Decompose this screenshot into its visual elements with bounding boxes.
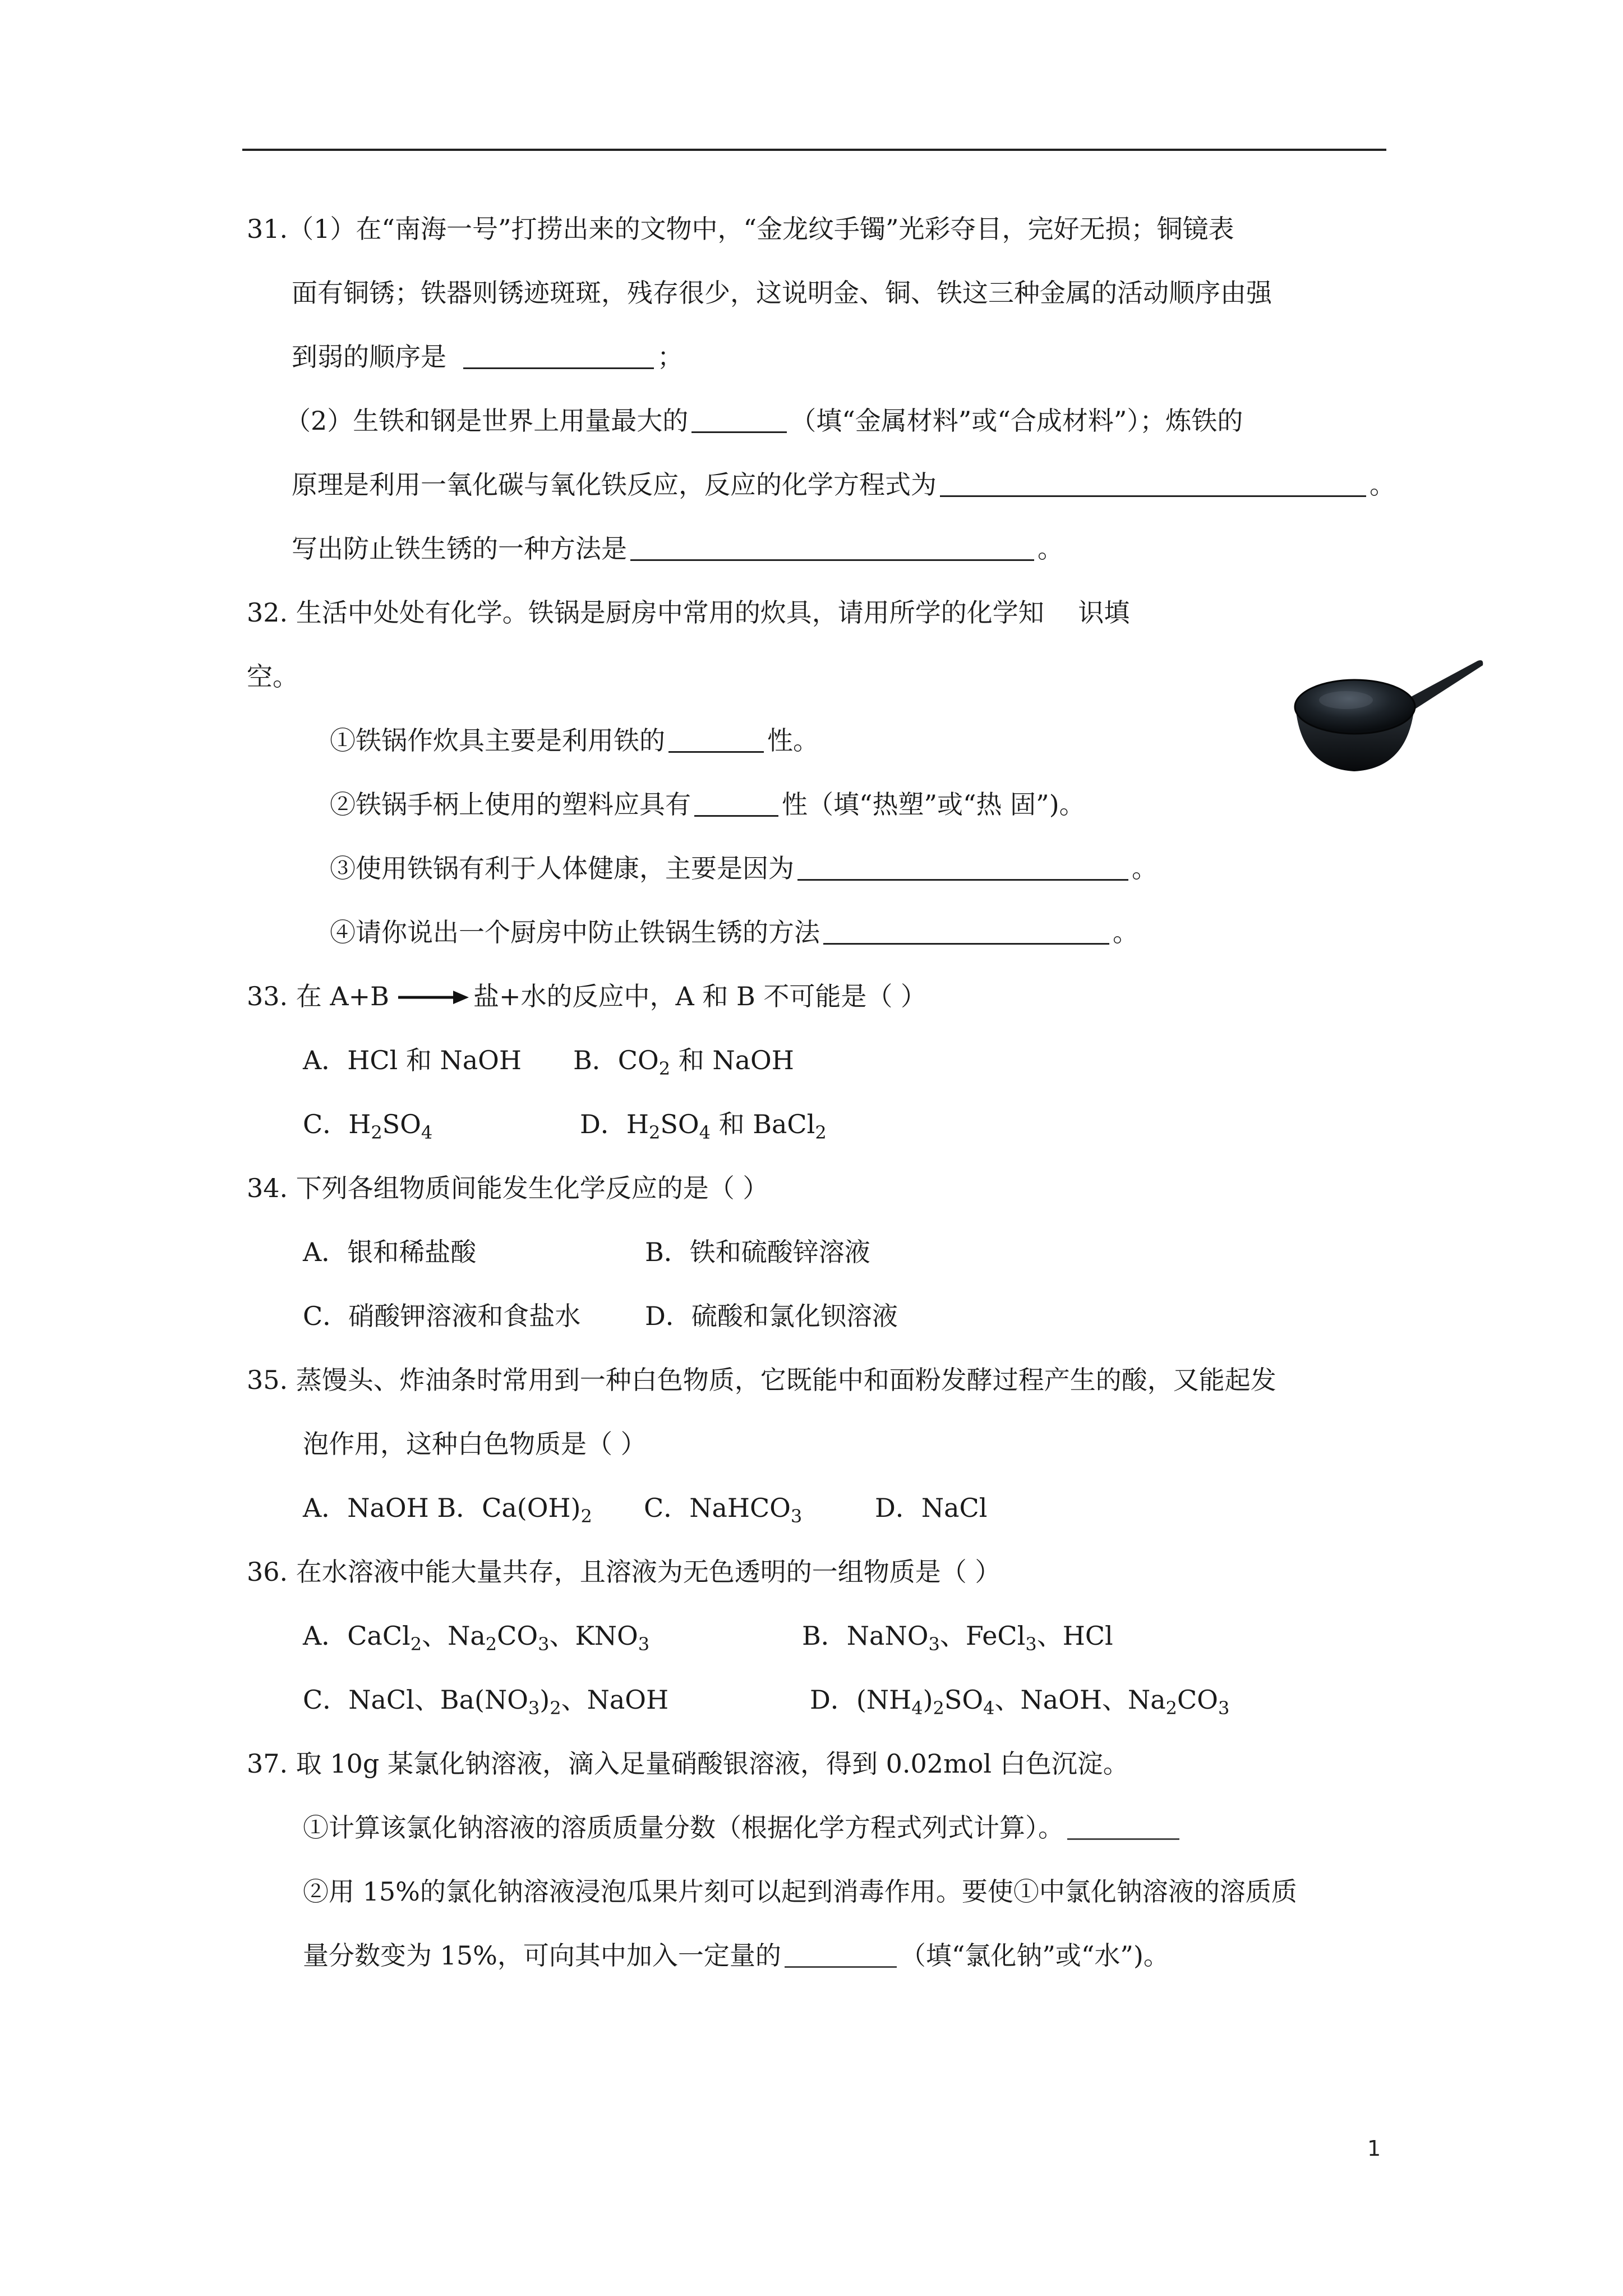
q31-line1: 31.（1）在“南海一号”打捞出来的文物中，“金龙纹手镯”光彩夺目，完好无损；铜镜表	[247, 214, 1234, 244]
answer-blank[interactable]	[823, 918, 1109, 945]
q33-option-a[interactable]: A．HCl 和 NaOH	[303, 1045, 522, 1075]
answer-blank[interactable]	[694, 790, 778, 817]
q37-item2: ②用 15%的氯化钠溶液浸泡瓜果片刻可以起到消毒作用。要使①中氯化钠溶液的溶质质	[303, 1876, 1297, 1907]
q37-item3: 量分数变为 15%，可向其中加入一定量的 （填“氯化钠”或“水”)。	[303, 1940, 1169, 1971]
q32-item2: ②铁锅手柄上使用的塑料应具有 性（填“热塑”或“热 固”)。	[330, 789, 1085, 820]
q33-option-b[interactable]: B．$CO_2$ 和 NaOH	[573, 1045, 794, 1079]
q32-item4: ④请你说出一个厨房中防止铁锅生锈的方法 。	[330, 917, 1138, 947]
answer-blank[interactable]	[668, 726, 764, 753]
q36-stem: 36. 在水溶液中能大量共存，且溶液为无色透明的一组物质是（ ）	[247, 1557, 1001, 1587]
q34-stem: 34. 下列各组物质间能发生化学反应的是（ ）	[247, 1173, 769, 1203]
reaction-arrow-icon	[397, 986, 470, 1009]
q32-item3: ③使用铁锅有利于人体健康，主要是因为 。	[330, 853, 1158, 884]
answer-blank[interactable]	[797, 854, 1128, 881]
q33-option-c[interactable]: C．$H_2SO_4$	[303, 1109, 433, 1143]
q33-stem: 33. 在 A+B 盐+水的反应中，A 和 B 不可能是（ ）	[247, 981, 927, 1011]
q31-line6: 写出防止铁生锈的一种方法是 。	[292, 533, 1063, 564]
q35-line1: 35. 蒸馒头、炸油条时常用到一种白色物质，它既能中和面粉发酵过程产生的酸，又能起发	[247, 1365, 1276, 1395]
q32-line2: 空。	[247, 661, 298, 692]
answer-blank[interactable]	[691, 407, 787, 433]
q36-option-a[interactable]: A．CaCl$_2$、$Na_2CO_3$、$KNO_3$	[303, 1621, 650, 1655]
page-number: 1	[1367, 2136, 1381, 2161]
q33-option-d[interactable]: D．$H_2SO_4$ 和 BaCl$_2$	[580, 1109, 827, 1143]
q31-line4: （2）生铁和钢是世界上用量最大的 （填“金属材料”或“合成材料”）；炼铁的	[285, 406, 1243, 436]
q36-option-c[interactable]: C．NaCl、$Ba(NO_3)_2$、NaOH	[303, 1685, 669, 1719]
q36-option-d[interactable]: D．$(NH_4)_2SO_4$、NaOH、$Na_2CO_3$	[810, 1685, 1230, 1719]
q35-line2: 泡作用，这种白色物质是（ ）	[303, 1429, 647, 1459]
q34-option-d[interactable]: D．硫酸和氯化钡溶液	[645, 1301, 898, 1331]
q34-option-a[interactable]: A．银和稀盐酸	[303, 1237, 477, 1267]
answer-blank[interactable]	[630, 535, 1034, 561]
q32-line1: 32. 生活中处处有化学。铁锅是厨房中常用的炊具，请用所学的化学知 识填	[247, 597, 1130, 628]
q35-option-c[interactable]: C．NaHCO$_3$	[644, 1493, 803, 1527]
answer-blank[interactable]	[463, 343, 654, 369]
q34-option-b[interactable]: B．铁和硫酸锌溶液	[645, 1237, 870, 1267]
answer-blank[interactable]	[1067, 1814, 1179, 1840]
wok-icon	[1284, 656, 1486, 780]
q31-line5: 原理是利用一氧化碳与氧化铁反应，反应的化学方程式为 。	[292, 470, 1395, 500]
q34-option-c[interactable]: C．硝酸钾溶液和食盐水	[303, 1301, 581, 1331]
q37-stem: 37. 取 10g 某氯化钠溶液，滴入足量硝酸银溶液，得到 0.02mol 白色沉淀。	[247, 1749, 1129, 1779]
q31-line3: 到弱的顺序是 ；	[292, 342, 683, 372]
q37-item1: ①计算该氯化钠溶液的溶质质量分数（根据化学方程式列式计算）。	[303, 1811, 1183, 1844]
q36-option-b[interactable]: B．NaNO$_3$、FeCl$_3$、HCl	[802, 1621, 1113, 1655]
q35-option-d[interactable]: D．NaCl	[875, 1493, 988, 1523]
answer-blank[interactable]	[940, 471, 1366, 497]
answer-blank[interactable]	[785, 1941, 897, 1968]
header-rule	[242, 149, 1386, 151]
q35-option-ab[interactable]: A．NaOH B．$Ca(OH)_2$	[303, 1493, 592, 1527]
q32-item1: ①铁锅作炊具主要是利用铁的 性。	[330, 725, 819, 756]
q31-line2: 面有铜锈；铁器则锈迹斑斑，残存很少，这说明金、铜、铁这三种金属的活动顺序由强	[292, 278, 1272, 308]
